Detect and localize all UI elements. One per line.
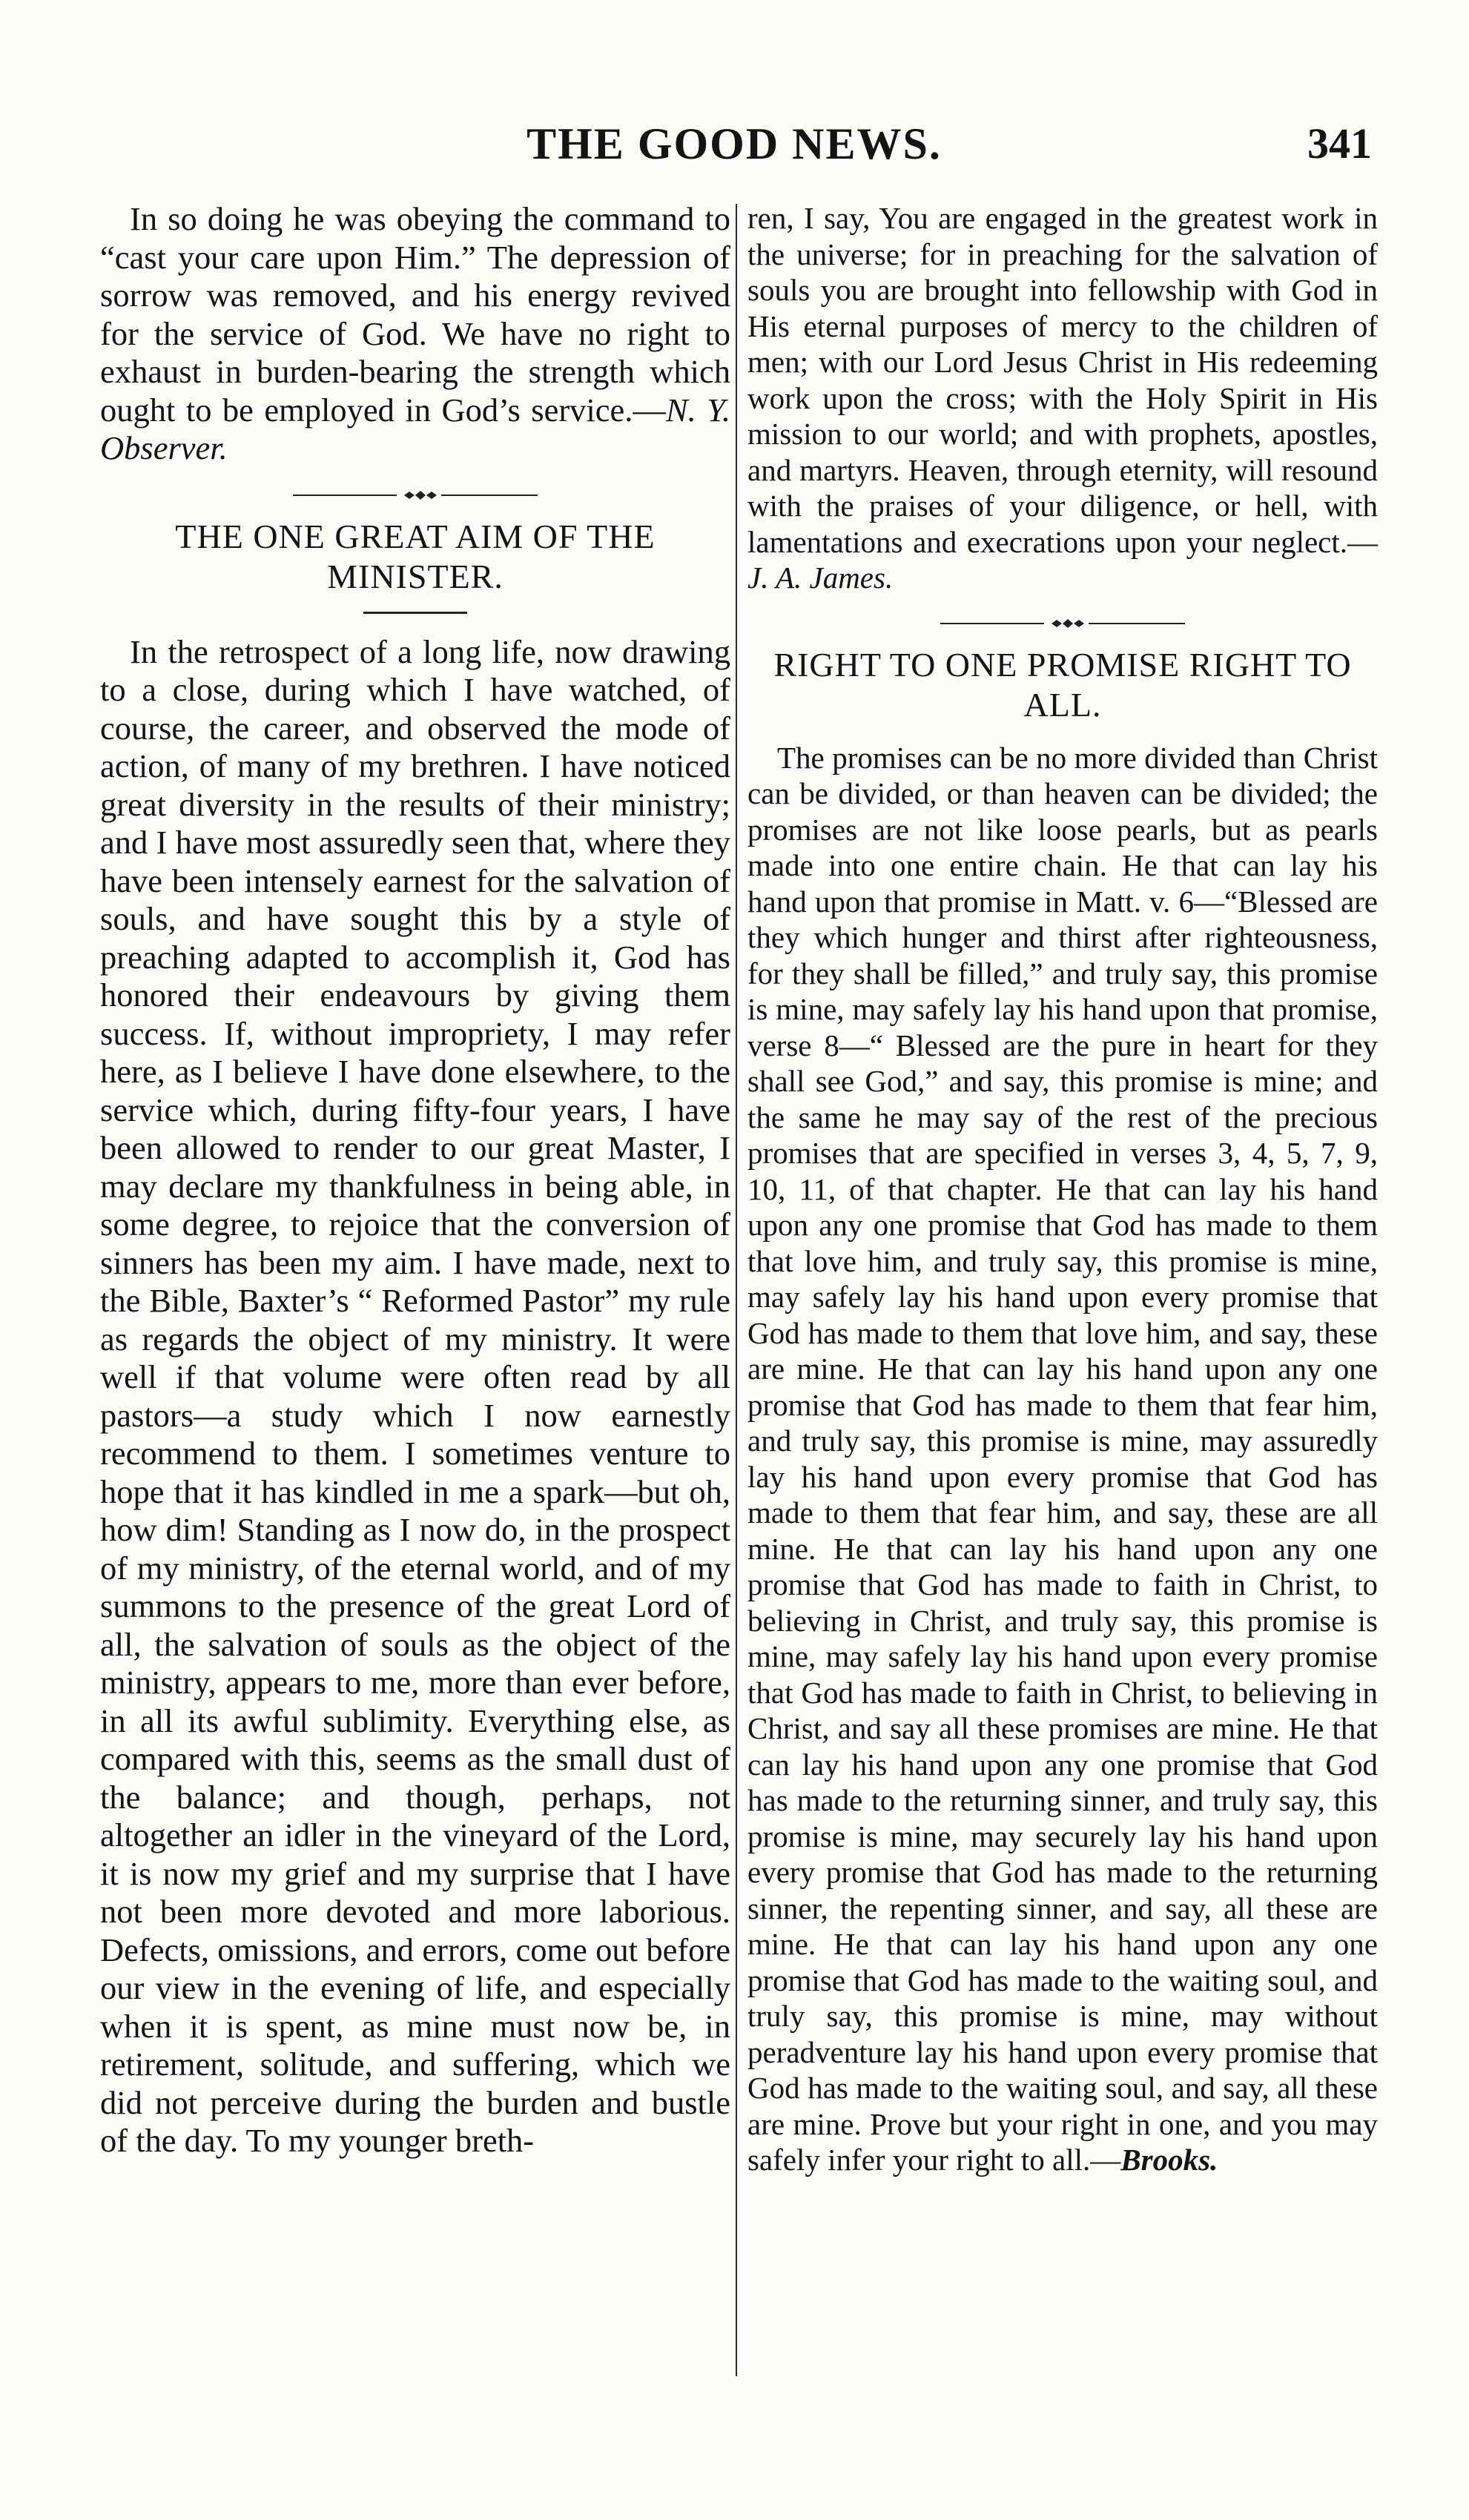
promise-article-paragraph xyxy=(747,740,1378,2178)
title-underline xyxy=(363,612,467,614)
page-header xyxy=(96,119,1372,178)
continuation-source: N. Y. Observer. xyxy=(100,391,730,466)
article-title-right-to-one-promise: RIGHT TO ONE PROMISE RIGHT TO ALL. xyxy=(773,645,1352,724)
continued-text: ren, I say, You are engaged in the greatest work in the universe; for in preaching for the salvation of souls you are brought into fellowship with God in His eternal purposes of mercy to the children of men; with our Lord Jesus Christ in His redeeming work upon the cross; with the Holy Spirit in His mission to our world; and with prophets, apostles, and martyrs. Heaven, through eternity, will resound with the praises of your diligence, or hell, with lamentations and execrations upon your neglect.— xyxy=(747,201,1378,559)
page-number: 341 xyxy=(1307,119,1372,168)
section-ornament xyxy=(293,490,538,500)
continuation-paragraph xyxy=(100,200,730,468)
article-body-paragraph: In the retrospect of a long life, now drawing to a close, during which I have watched, of course, the career, and observed the mode of action, of many of my brethren. I have noticed great diversity in the results of their ministry; and I have most assuredly seen that, where they have been intensely earnest for the salvation of souls, and have sought this by a style of preaching adapted to accomplish it, God has honored their endeavours by giving them success. If, without impropriety, I may refer here, as I believe I have done elsewhere, to the service which, during fifty-four years, I have been allowed to render to our great Master, I may declare my thankfulness in being able, in some degree, to rejoice that the conversion of sinners has been my aim. I have made, next to the Bible, Baxter’s “ Reformed Pastor” my rule as regards the object of my ministry. It were well if that volume were often read by all pastors—a study which I now earnestly recommend to them. I sometimes venture to hope that it has kindled in me a spark—but oh, how dim! Standing as I now do, in the prospect of my ministry, of the eternal world, and of my summons to the presence of the great Lord of all, the salvation of souls as the object of the ministry, appears to me, more than ever before, in all its awful sublimity. Everything else, as compared with this, seems as the small dust of the balance; and though, perhaps, not altogether an idler in the vineyard of the Lord, it is now my grief and my surprise that I have not been more devoted and more laborious. Defects, omissions, and errors, come out before our view in the evening of life, and especially when it is spent, as mine must now be, in retirement, solitude, and suffering, which we did not perceive during the burden and bustle of the day. To my younger breth- xyxy=(100,632,730,2159)
article-title-one-great-aim: THE ONE GREAT AIM OF THE MINISTER. xyxy=(175,517,656,595)
left-column xyxy=(100,200,730,2160)
continuation-text: In so doing he was obeying the command to “cast your care upon Him.” The depression of sorrow was removed, and his energy revived for the service of God. We have no right to exhaust in burden-bearing the strength which ought to be employed in God’s service.— xyxy=(100,200,730,429)
section-ornament xyxy=(940,618,1185,629)
continued-paragraph xyxy=(747,200,1378,596)
promise-article-text: The promises can be no more divided than Christ can be divided, or than heaven can be divided; the promises are not like loose pearls, but as pearls made into one entire chain. He that can lay his hand upon that promise in Matt. v. 6—“Blessed are they which hunger and thirst after righteousness, for they shall be filled,” and truly say, this promise is mine, may safely lay his hand upon that promise, verse 8—“ Blessed are the pure in heart for they shall see God,” and say, this promise is mine; and the same he may say of the rest of the precious promises that are specified in verses 3, 4, 5, 7, 9, 10, 11, of that chapter. He that can lay his hand upon any one promise that God has made to them that love him, and truly say, this promise is mine, may safely lay his hand upon every promise that God has made to them that love him, and say, these are mine. He that can lay his hand upon any one promise that God has made to them that fear him, and truly say, this promise is mine, may assuredly lay his hand upon every promise that God has made to them that fear him, and say, these are all mine. He that can lay his hand upon any one promise that God has made to faith in Christ, to believing in Christ, and truly say, this promise is mine, may safely lay his hand upon every promise that God has made to faith in Christ, to believing in Christ, and say all these promises are mine. He that can lay his hand upon any one promise that God has made to the returning sinner, and truly say, this promise is mine, may securely lay his hand upon every promise that God has made to the returning sinner, the repenting sinner, and say, all these are mine. He that can lay his hand upon any one promise that God has made to the waiting soul, and truly say, this promise is mine, may without peradventure lay his hand upon every promise that God has made to the waiting soul, and say, all these are mine. Prove but your right in one, and you may safely infer your right to all.— xyxy=(747,740,1378,2177)
column-divider xyxy=(736,204,737,2376)
promise-article-source: Brooks. xyxy=(1120,2143,1218,2177)
running-title: THE GOOD NEWS. xyxy=(526,119,942,168)
right-column xyxy=(747,200,1378,2178)
continued-source: J. A. James. xyxy=(747,560,894,595)
